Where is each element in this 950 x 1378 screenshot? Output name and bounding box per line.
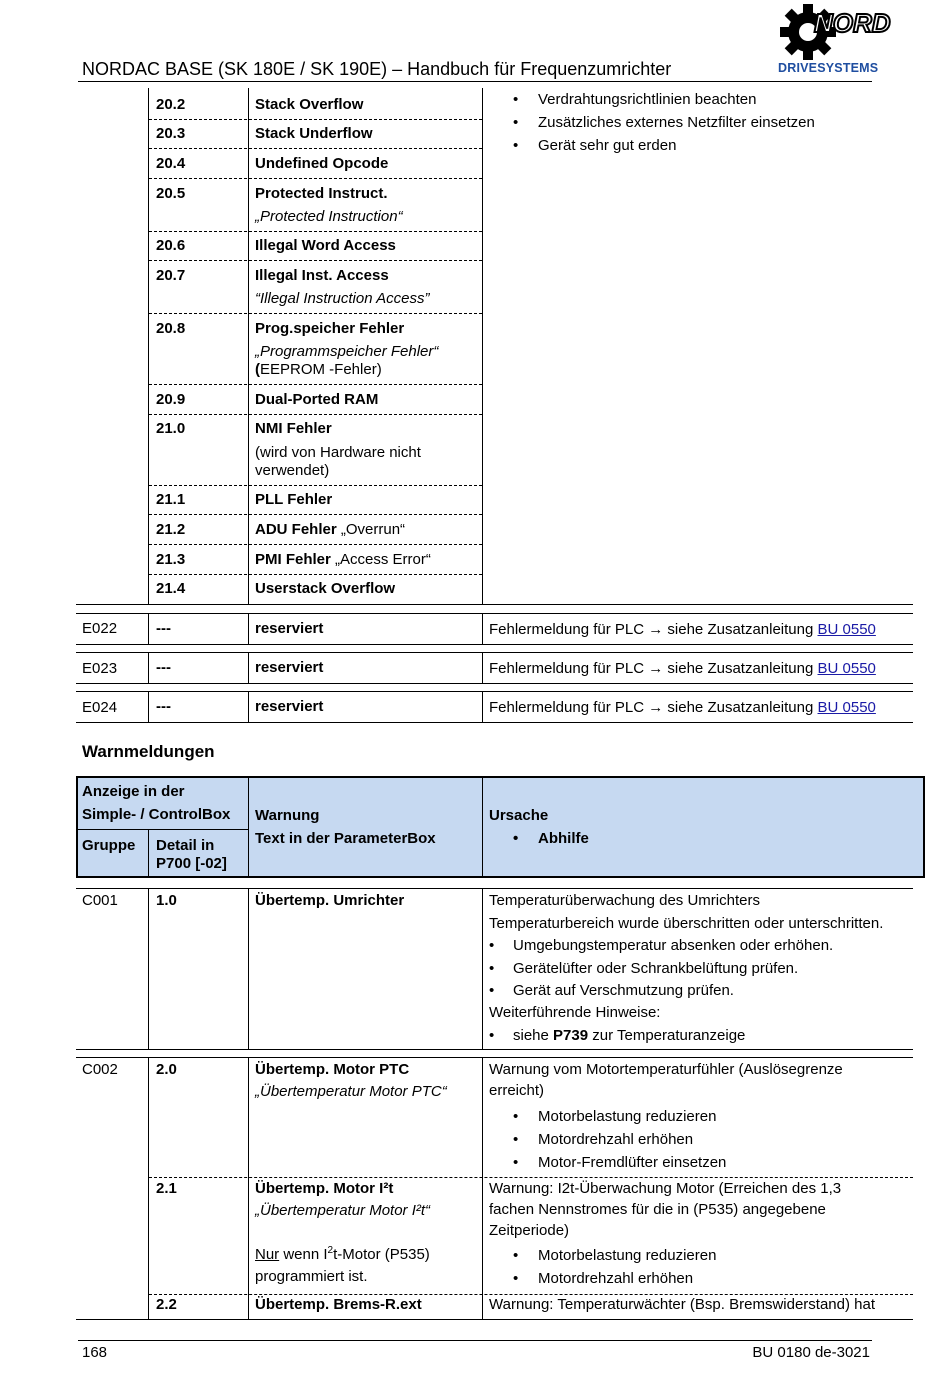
row-code: 21.3 bbox=[156, 551, 186, 568]
row-divider bbox=[149, 574, 482, 575]
remedy-item: Zusätzliches externes Netzfilter einsetzen bbox=[538, 114, 815, 131]
header-display: Simple- / ControlBox bbox=[82, 806, 231, 823]
bullet-icon: • bbox=[489, 960, 495, 977]
cause-text: Zeitperiode) bbox=[489, 1222, 570, 1239]
row-code: 20.5 bbox=[156, 185, 186, 202]
row-subtitle: „Protected Instruction“ bbox=[255, 208, 403, 225]
header-warning-text: Text in der ParameterBox bbox=[255, 830, 436, 847]
row-title: NMI Fehler bbox=[255, 420, 332, 437]
error-detail: --- bbox=[156, 698, 171, 715]
col-divider-2 bbox=[248, 88, 249, 605]
bullet-icon: • bbox=[489, 982, 495, 999]
warning-title: Übertemp. Motor PTC bbox=[255, 1061, 410, 1078]
col-divider bbox=[148, 652, 149, 683]
col-divider-3 bbox=[482, 88, 483, 605]
brand-name: DRIVESYSTEMS bbox=[778, 61, 879, 75]
cause-text: Temperaturüberwachung des Umrichters bbox=[489, 892, 760, 909]
warning-detail: 2.0 bbox=[156, 1061, 177, 1078]
error-title: reserviert bbox=[255, 698, 324, 715]
col-divider bbox=[482, 1057, 483, 1319]
doc-link[interactable]: BU 0550 bbox=[817, 660, 876, 677]
header-remedy: Abhilfe bbox=[538, 830, 589, 847]
row-divider bbox=[149, 514, 482, 515]
col-divider bbox=[248, 613, 249, 644]
row-code: 21.4 bbox=[156, 580, 186, 597]
col-divider bbox=[482, 613, 483, 644]
table-rule bbox=[76, 1319, 913, 1320]
row-title: Undefined Opcode bbox=[255, 155, 389, 172]
header-warning: Warnung bbox=[255, 807, 320, 824]
header-divider bbox=[248, 778, 249, 876]
error-detail: --- bbox=[156, 659, 171, 676]
cause-text: Warnung vom Motortemperaturfühler (Auslösegrenze bbox=[489, 1061, 843, 1078]
header-divider bbox=[148, 829, 149, 876]
row-code: 21.2 bbox=[156, 521, 186, 538]
row-code: 20.8 bbox=[156, 320, 186, 337]
warning-title: Übertemp. Brems-R.ext bbox=[255, 1296, 422, 1313]
col-divider bbox=[248, 652, 249, 683]
cause-text: Warnung: I2t-Überwachung Motor (Erreichen des 1,3 bbox=[489, 1180, 842, 1197]
row-title: Dual-Ported RAM bbox=[255, 391, 379, 408]
warning-title: Übertemp. Motor I²t bbox=[255, 1180, 394, 1197]
table-rule bbox=[76, 691, 913, 692]
row-title: PMI Fehler „Access Error“ bbox=[255, 551, 431, 568]
warning-code: C001 bbox=[82, 892, 118, 909]
warning-note: programmiert ist. bbox=[255, 1268, 368, 1285]
header-divider bbox=[78, 829, 248, 830]
bullet-icon: • bbox=[513, 1108, 519, 1125]
col-divider bbox=[248, 1057, 249, 1319]
row-divider bbox=[149, 384, 482, 385]
row-divider bbox=[149, 1177, 913, 1178]
page-number: 168 bbox=[82, 1344, 108, 1361]
header-display: Anzeige in der bbox=[82, 783, 185, 800]
document-title: NORDAC BASE (SK 180E / SK 190E) – Handbuch für Frequenzumrichter bbox=[82, 59, 672, 79]
warning-detail: 2.2 bbox=[156, 1296, 177, 1313]
svg-text:NORD: NORD bbox=[814, 8, 891, 38]
col-divider bbox=[248, 888, 249, 1049]
bullet-icon: • bbox=[513, 114, 519, 131]
row-divider bbox=[149, 119, 482, 120]
bullet-icon: • bbox=[489, 937, 495, 954]
row-note: (wird von Hardware nicht bbox=[255, 444, 421, 461]
row-title: Stack Underflow bbox=[255, 125, 373, 142]
header-detail: Detail in bbox=[156, 837, 215, 854]
remedy-item: Motor-Fremdlüfter einsetzen bbox=[538, 1154, 727, 1171]
warning-code: C002 bbox=[82, 1061, 118, 1078]
table-rule bbox=[76, 683, 913, 684]
row-note: (EEPROM -Fehler) bbox=[255, 361, 382, 378]
section-title: Warnmeldungen bbox=[82, 742, 215, 761]
row-title: ADU Fehler „Overrun“ bbox=[255, 521, 406, 538]
row-title: Stack Overflow bbox=[255, 96, 364, 113]
row-code: 20.7 bbox=[156, 267, 186, 284]
document-id: BU 0180 de-3021 bbox=[752, 1344, 870, 1361]
warning-detail: 1.0 bbox=[156, 892, 177, 909]
row-code: 20.3 bbox=[156, 125, 186, 142]
row-title: Illegal Word Access bbox=[255, 237, 396, 254]
row-divider bbox=[149, 231, 482, 232]
error-cause: Fehlermeldung für PLC → siehe Zusatzanleitung BU 0550 bbox=[489, 621, 876, 638]
bullet-icon: • bbox=[513, 1247, 519, 1264]
row-divider bbox=[149, 178, 482, 179]
row-subtitle: „Programmspeicher Fehler“ bbox=[255, 343, 439, 360]
error-title: reserviert bbox=[255, 620, 324, 637]
row-code: 20.6 bbox=[156, 237, 186, 254]
doc-link[interactable]: BU 0550 bbox=[817, 699, 876, 716]
table-rule bbox=[76, 722, 913, 723]
error-code: E022 bbox=[82, 620, 118, 637]
remedy-item: Gerätelüfter oder Schrankbelüftung prüfen. bbox=[513, 960, 799, 977]
col-divider bbox=[148, 613, 149, 644]
col-divider bbox=[482, 888, 483, 1049]
remedy-item: Gerät auf Verschmutzung prüfen. bbox=[513, 982, 734, 999]
error-code: E023 bbox=[82, 660, 118, 677]
col-divider bbox=[482, 652, 483, 683]
remedy-item: Motordrehzahl erhöhen bbox=[538, 1131, 694, 1148]
error-cause: Fehlermeldung für PLC → siehe Zusatzanleitung BU 0550 bbox=[489, 699, 876, 716]
error-title: reserviert bbox=[255, 659, 324, 676]
warning-subtitle: „Übertemperatur Motor I²t“ bbox=[255, 1202, 431, 1219]
error-code: E024 bbox=[82, 699, 118, 716]
cause-text: Temperaturbereich wurde überschritten oder unterschritten. bbox=[489, 915, 884, 932]
col-divider bbox=[148, 1057, 149, 1319]
doc-link[interactable]: BU 0550 bbox=[817, 621, 876, 638]
row-code: 20.4 bbox=[156, 155, 186, 172]
col-divider-1 bbox=[148, 88, 149, 605]
cause-text: erreicht) bbox=[489, 1082, 545, 1099]
footer-rule bbox=[78, 1340, 872, 1341]
header-group: Gruppe bbox=[82, 837, 136, 854]
remedy-item: Umgebungstemperatur absenken oder erhöhen. bbox=[513, 937, 834, 954]
warning-title: Übertemp. Umrichter bbox=[255, 892, 405, 909]
row-note: verwendet) bbox=[255, 462, 330, 479]
warning-note: Nur wenn $I^2t$-Motor (P535) bbox=[255, 1245, 430, 1263]
row-title: Protected Instruct. bbox=[255, 185, 388, 202]
header-cause: Ursache bbox=[489, 807, 549, 824]
reference: siehe P739 zur Temperaturanzeige bbox=[513, 1027, 746, 1044]
row-divider bbox=[149, 148, 482, 149]
row-divider bbox=[149, 260, 482, 261]
bullet-icon: • bbox=[513, 91, 519, 108]
table-rule bbox=[76, 1057, 913, 1058]
bullet-icon: • bbox=[513, 1154, 519, 1171]
remedy-item: Motorbelastung reduzieren bbox=[538, 1108, 717, 1125]
error-cause: Fehlermeldung für PLC → siehe Zusatzanleitung BU 0550 bbox=[489, 660, 876, 677]
row-divider bbox=[149, 1294, 913, 1295]
row-divider bbox=[149, 313, 482, 314]
row-subtitle: “Illegal Instruction Access” bbox=[255, 290, 430, 307]
row-divider bbox=[149, 414, 482, 415]
table-rule bbox=[76, 888, 913, 889]
bullet-icon: • bbox=[513, 137, 519, 154]
row-title: Userstack Overflow bbox=[255, 580, 396, 597]
col-divider bbox=[482, 691, 483, 722]
row-title: PLL Fehler bbox=[255, 491, 333, 508]
row-divider bbox=[149, 544, 482, 545]
row-code: 20.9 bbox=[156, 391, 186, 408]
row-divider bbox=[149, 485, 482, 486]
warning-detail: 2.1 bbox=[156, 1180, 177, 1197]
remedy-item: Motorbelastung reduzieren bbox=[538, 1247, 717, 1264]
table-rule bbox=[76, 1049, 913, 1050]
error-detail: --- bbox=[156, 620, 171, 637]
table-rule bbox=[76, 613, 913, 614]
row-title: Illegal Inst. Access bbox=[255, 267, 389, 284]
remedy-item: Verdrahtungsrichtlinien beachten bbox=[538, 91, 757, 108]
remedy-item: Gerät sehr gut erden bbox=[538, 137, 677, 154]
cause-text: fachen Nennstromes für die in (P535) angegebene bbox=[489, 1201, 826, 1218]
row-code: 20.2 bbox=[156, 96, 186, 113]
cause-text: Warnung: Temperaturwächter (Bsp. Bremswiderstand) hat bbox=[489, 1296, 875, 1313]
bullet-icon: • bbox=[513, 830, 519, 847]
header-detail: P700 [-02] bbox=[156, 855, 227, 872]
col-divider bbox=[248, 691, 249, 722]
col-divider bbox=[148, 888, 149, 1049]
bullet-icon: • bbox=[489, 1027, 495, 1044]
row-title: Prog.speicher Fehler bbox=[255, 320, 405, 337]
header-divider bbox=[482, 778, 483, 876]
table-rule bbox=[76, 644, 913, 645]
bullet-icon: • bbox=[513, 1131, 519, 1148]
table-rule bbox=[76, 604, 913, 605]
remedy-item: Motordrehzahl erhöhen bbox=[538, 1270, 694, 1287]
bullet-icon: • bbox=[513, 1270, 519, 1287]
cause-text: Weiterführende Hinweise: bbox=[489, 1004, 661, 1021]
row-code: 21.1 bbox=[156, 491, 186, 508]
header-rule bbox=[78, 81, 872, 82]
row-code: 21.0 bbox=[156, 420, 186, 437]
warning-subtitle: „Übertemperatur Motor PTC“ bbox=[255, 1083, 447, 1100]
table-rule bbox=[76, 652, 913, 653]
col-divider bbox=[148, 691, 149, 722]
